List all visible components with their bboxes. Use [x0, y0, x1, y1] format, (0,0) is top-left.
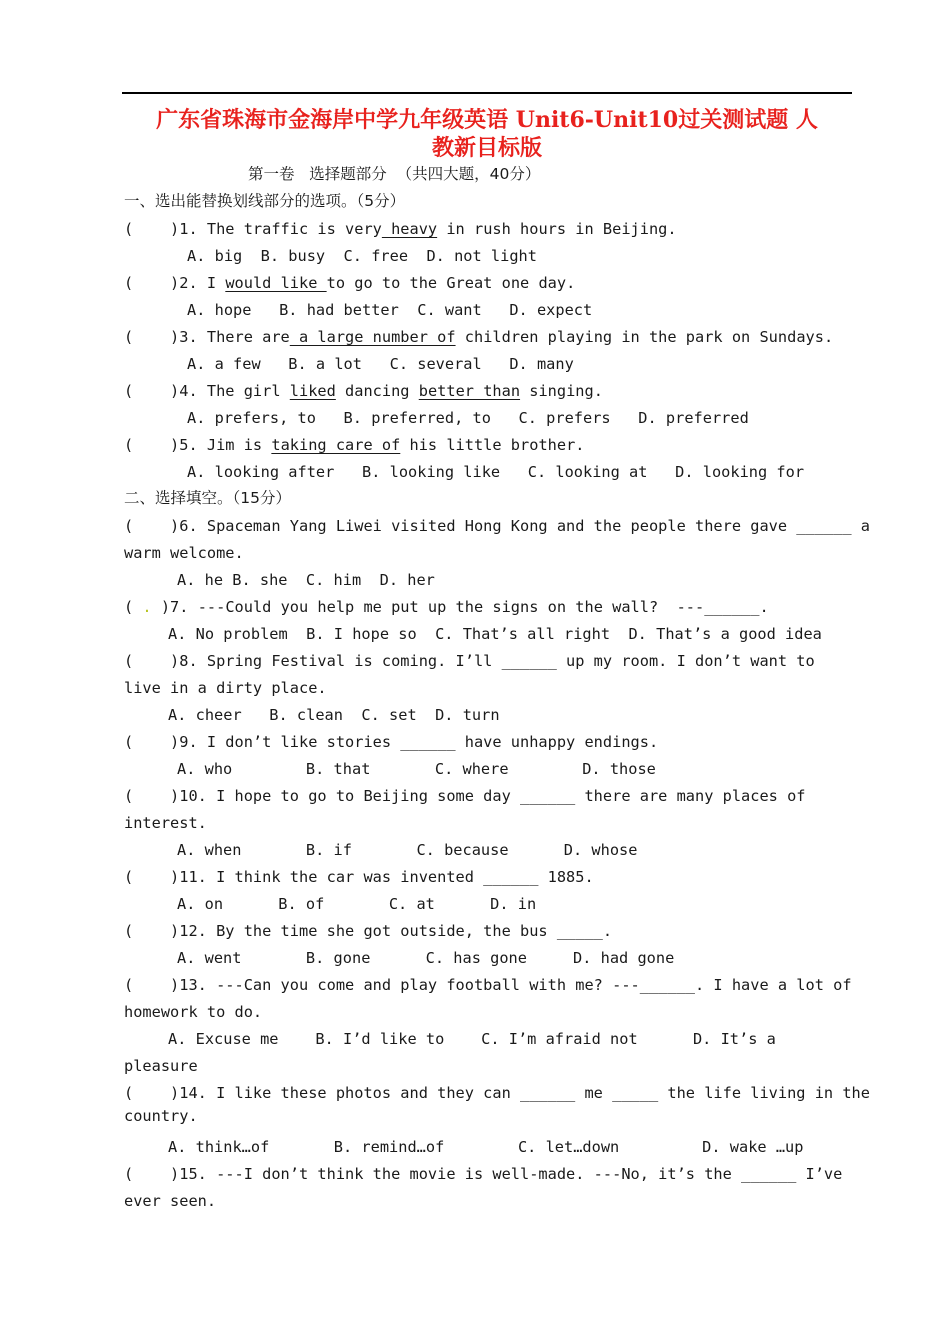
question-4-options: A. prefers, to B. preferred, to C. prefers D. preferred [187, 409, 749, 427]
question-13-options: A. Excuse me B. I’d like to C. I’m afraid not D. It’s a [168, 1030, 776, 1048]
question-8-line-1: ( )8. Spring Festival is coming. I’ll ______ up my room. I don’t want to [124, 652, 815, 670]
question-14-line-2: country. [124, 1107, 198, 1125]
question-7-options: A. No problem B. I hope so C. That’s all right D. That’s a good idea [168, 625, 822, 643]
question-6-line-2: warm welcome. [124, 544, 244, 562]
question-8-options: A. cheer B. clean C. set D. turn [168, 706, 500, 724]
document-title-line-2: 教新目标版 [431, 135, 542, 161]
question-7: ( . )7. ---Could you help me put up the signs on the wall? ---______. [124, 598, 769, 616]
question-4: ( )4. The girl liked dancing better than singing. [124, 382, 603, 400]
question-1-options: A. big B. busy C. free D. not light [187, 247, 537, 265]
question-15-line-2: ever seen. [124, 1192, 217, 1210]
question-6-options: A. he B. she C. him D. her [177, 571, 435, 589]
question-10-line-2: interest. [124, 814, 207, 832]
document-title-line-1: 广东省珠海市金海岸中学九年级英语 Unit6-Unit10过关测试题 人 [156, 107, 818, 133]
question-15-line-1: ( )15. ---I don’t think the movie is well-made. ---No, it’s the ______ I’ve [124, 1165, 843, 1183]
question-14-options: A. think…of B. remind…of C. let…down D. wake …up [168, 1138, 804, 1156]
question-13-line-4: pleasure [124, 1057, 198, 1075]
question-8-line-2: live in a dirty place. [124, 679, 327, 697]
question-14-line-1: ( )14. I like these photos and they can ______ me _____ the life living in the [124, 1084, 870, 1102]
question-11: ( )11. I think the car was invented ______ 1885. [124, 868, 594, 886]
question-1: ( )1. The traffic is very heavy in rush hours in Beijing. [124, 220, 677, 238]
top-rule [122, 92, 852, 94]
question-3: ( )3. There are a large number of children playing in the park on Sundays. [124, 328, 834, 346]
question-12-options: A. went B. gone C. has gone D. had gone [177, 949, 675, 967]
question-9: ( )9. I don’t like stories ______ have unhappy endings. [124, 733, 659, 751]
question-9-options: A. who B. that C. where D. those [177, 760, 656, 778]
paper-header: 第一卷 选择题部分 （共四大题，40分） [248, 165, 541, 183]
question-13-line-2: homework to do. [124, 1003, 263, 1021]
question-11-options: A. on B. of C. at D. in [177, 895, 537, 913]
section1-heading: 一、选出能替换划线部分的选项。（5分） [124, 192, 406, 210]
question-2-options: A. hope B. had better C. want D. expect [187, 301, 593, 319]
section2-heading: 二、选择填空。（15分） [124, 489, 291, 507]
question-5-options: A. looking after B. looking like C. looking at D. looking for [187, 463, 805, 481]
question-2: ( )2. I would like to go to the Great one day. [124, 274, 576, 292]
question-13-line-1: ( )13. ---Can you come and play football with me? ---______. I have a lot of [124, 976, 852, 994]
question-3-options: A. a few B. a lot C. several D. many [187, 355, 574, 373]
question-10-options: A. when B. if C. because D. whose [177, 841, 638, 859]
question-12: ( )12. By the time she got outside, the bus _____. [124, 922, 613, 940]
question-10-line-1: ( )10. I hope to go to Beijing some day ______ there are many places of [124, 787, 806, 805]
question-6-line-1: ( )6. Spaceman Yang Liwei visited Hong Kong and the people there gave ______ a [124, 517, 870, 535]
question-5: ( )5. Jim is taking care of his little brother. [124, 436, 585, 454]
